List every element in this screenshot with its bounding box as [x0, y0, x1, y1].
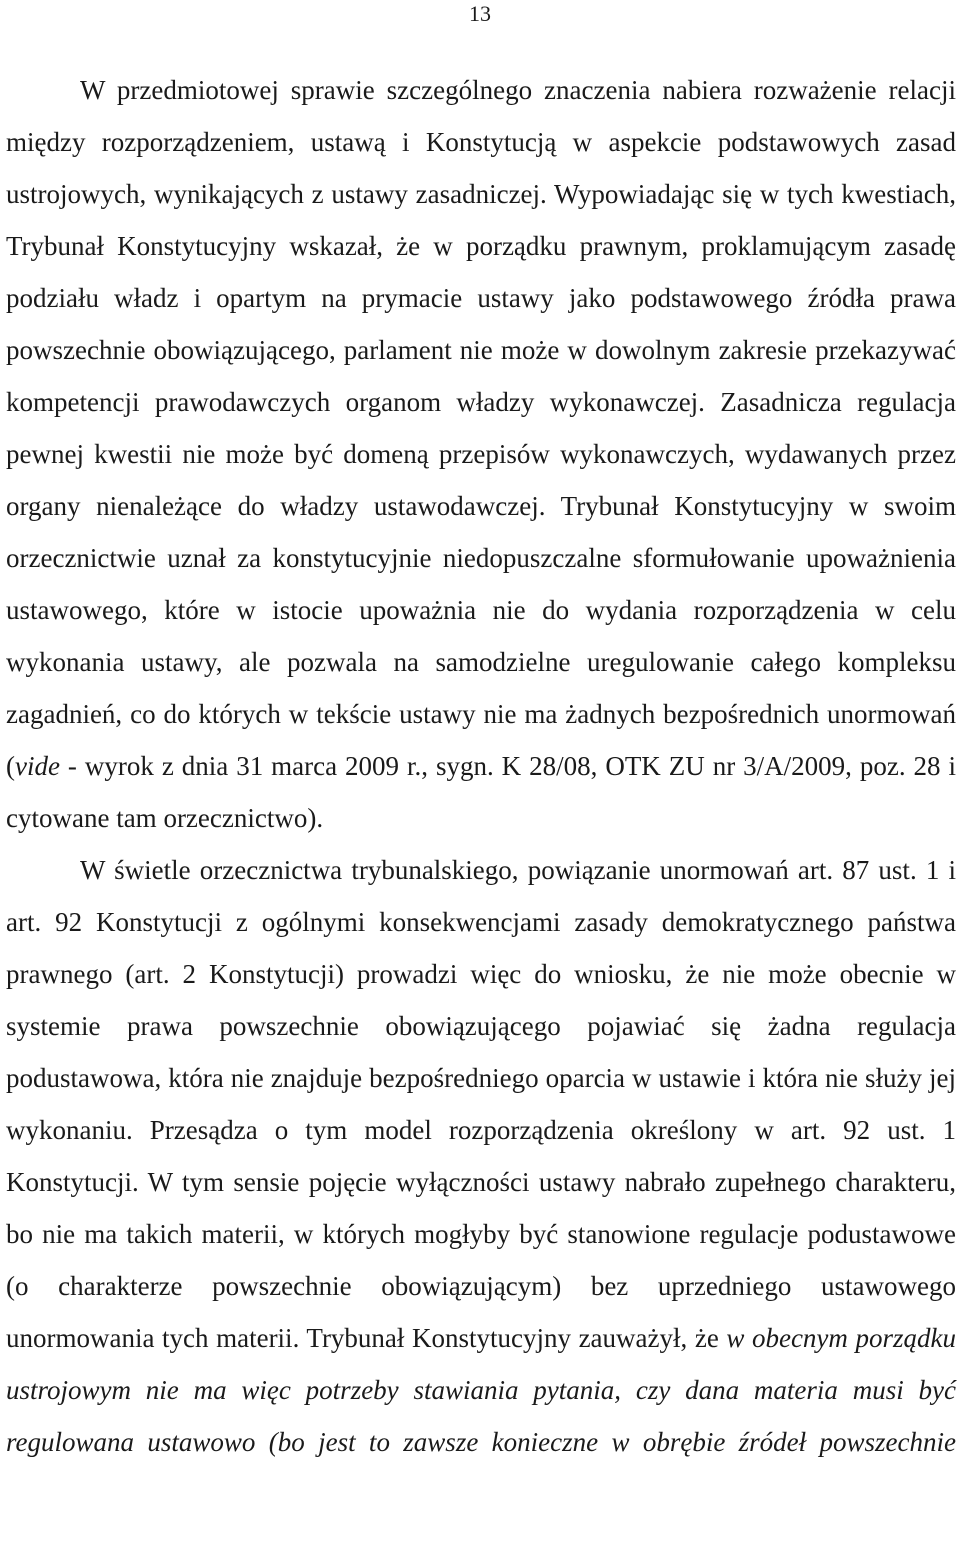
- paragraph-2-italic-quote: w obecnym porządku ustrojowym nie ma więc potrzeby stawiania pytania, czy dana materia musi być regulowana ustawowo (bo jest to zawsze konieczne w obrębie źródeł powszechnie: [6, 1323, 956, 1457]
- document-body: [6, 64, 956, 1468]
- page-number: 13: [469, 1, 491, 26]
- paragraph-2-text: W świetle orzecznictwa trybunalskiego, powiązanie unormowań art. 87 ust. 1 i art. 92 Konstytucji z ogólnymi konsekwencjami zasady demokratycznego państwa prawnego (art. 2 Konstytucji) prowadzi więc do wniosku, że nie może obecnie w systemie prawa powszechnie obowiązującego pojawiać się żadna regulacja podustawowa, która nie znajduje bezpośredniego oparcia w ustawie i która nie służy jej wykonaniu. Przesądza o tym model rozporządzenia określony w art. 92 ust. 1 Konstytucji. W tym sensie pojęcie wyłączności ustawy nabrało zupełnego charakteru, bo nie ma takich materii, w których mogłyby być stanowione regulacje podustawowe (o charakterze powszechnie obowiązującym) bez uprzedniego ustawowego unormowania tych materii. Trybunał Konstytucyjny zauważył, że: [6, 855, 956, 1353]
- paragraph-1-text: W przedmiotowej sprawie szczególnego znaczenia nabiera rozważenie relacji między rozporządzeniem, ustawą i Konstytucją w aspekcie podstawowych zasad ustrojowych, wynikających z ustawy zasadniczej. Wypowiadając się w tych kwestiach, Trybunał Konstytucyjny wskazał, że w porządku prawnym, proklamującym zasadę podziału władz i opartym na prymacie ustawy jako podstawowego źródła prawa powszechnie obowiązującego, parlament nie może w dowolnym zakresie przekazywać kompetencji prawodawczych organom władzy wykonawczej. Zasadnicza regulacja pewnej kwestii nie może być domeną przepisów wykonawczych, wydawanych przez organy nienależące do władzy ustawodawczej. Trybunał Konstytucyjny w swoim orzecznictwie uznał za konstytucyjnie niedopuszczalne sformułowanie upoważnienia ustawowego, które w istocie upoważnia nie do wydania rozporządzenia w celu wykonania ustawy, ale pozwala na samodzielne uregulowanie całego kompleksu zagadnień, co do których w tekście ustawy nie ma żadnych bezpośrednich unormowań (: [6, 75, 956, 781]
- paragraph-1: [6, 64, 956, 844]
- paragraph-1-vide: vide: [15, 751, 60, 781]
- paragraph-2: [6, 844, 956, 1468]
- paragraph-1-text-after: - wyrok z dnia 31 marca 2009 r., sygn. K 28/08, OTK ZU nr 3/A/2009, poz. 28 i cytowane tam orzecznictwo).: [6, 751, 956, 833]
